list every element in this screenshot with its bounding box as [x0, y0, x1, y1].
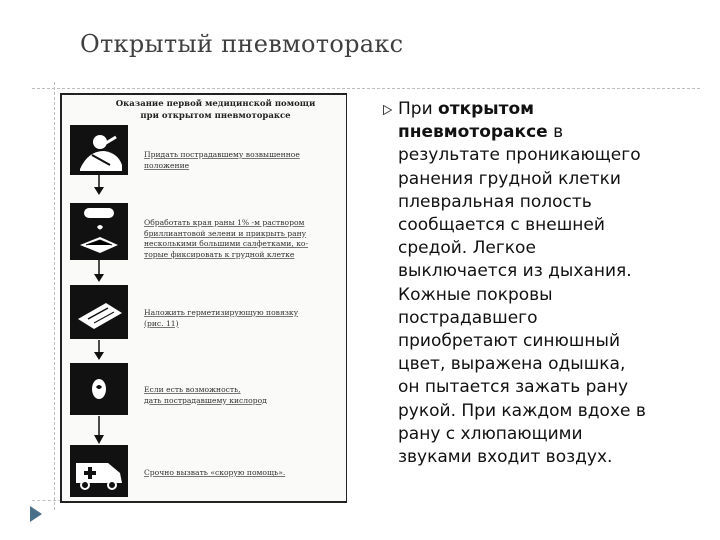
body-text: средой. Легкое [398, 238, 536, 259]
step-text [144, 308, 344, 329]
step-line: Если есть возможность, [144, 385, 241, 394]
slide-title: Открытый пневмоторакс [80, 30, 404, 58]
body-text: цвет, выражена одышка, [398, 354, 626, 375]
flow-arrow-icon [93, 260, 105, 282]
body-text: рану с хлюпающими [398, 423, 583, 444]
step-line: положение [144, 160, 190, 170]
ambulance-icon [70, 445, 128, 497]
body-text: рукой. При каждом вдохе в [398, 400, 646, 421]
step-line: дать пострадавшему кислород [144, 395, 267, 405]
bullet-triangle-icon [383, 105, 392, 115]
body-text: звуками входит воздух. [398, 447, 613, 468]
step-line: Наложить герметизирующую повязку [144, 308, 299, 317]
figure-caption [88, 98, 343, 122]
step-line: несколькими большими салфетками, ко- [144, 239, 309, 248]
body-text: выключается из дыхания. [398, 261, 632, 282]
step-text [144, 218, 344, 260]
title-divider [32, 88, 700, 89]
body-line [398, 353, 698, 376]
step-line: торые фиксировать к грудной клетке [144, 249, 295, 259]
bold-term: пневмотораксе [398, 122, 548, 143]
body-line [398, 284, 698, 307]
body-line [398, 307, 698, 330]
figure-caption-line: при открытом пневмотораксе [140, 111, 291, 121]
figure-caption-line: Оказание первой медицинской помощи [115, 99, 316, 109]
oxygen-icon [70, 363, 128, 415]
body-text: он пытается зажать рану [398, 377, 629, 398]
body-line [398, 260, 698, 283]
step-text [144, 385, 344, 406]
flow-arrow-icon [93, 416, 105, 444]
body-line [398, 400, 698, 423]
body-text: Кожные покровы [398, 284, 553, 305]
body-line [398, 237, 698, 260]
person-lying-icon [70, 125, 128, 175]
step-line: Обработать края раны 1% -м раствором [144, 218, 305, 227]
body-line [398, 423, 698, 446]
body-line [398, 191, 698, 214]
body-line [398, 376, 698, 399]
body-text: плевральная полость [398, 191, 592, 212]
body-text: При [398, 99, 439, 119]
wound-treatment-icon [70, 203, 128, 260]
step-line: Срочно вызвать «скорую помощь». [144, 468, 286, 477]
body-line [398, 214, 698, 237]
body-line [398, 121, 698, 144]
body-line [398, 168, 698, 191]
body-text: результате проникающего [398, 145, 641, 166]
corner-arrow-icon [28, 505, 44, 523]
body-text: пострадавшего [398, 307, 538, 328]
body-line [398, 330, 698, 353]
step-text [144, 150, 344, 171]
step-line: Придать пострадавшему возвышенное [144, 150, 300, 159]
flow-arrow-icon [93, 340, 105, 360]
body-paragraph [398, 98, 698, 469]
bandage-icon [70, 285, 128, 339]
step-line: бриллиантовой зелени и прикрыть рану [144, 228, 307, 238]
body-text: сообщается с внешней [398, 215, 605, 236]
step-line: (рис. 11) [144, 318, 179, 328]
left-guide-line [54, 82, 55, 510]
body-text: ранения грудной клетки [398, 168, 621, 189]
body-text: в [547, 122, 564, 143]
body-text: приобретают синюшный [398, 331, 620, 352]
bold-term: открытом [438, 99, 535, 119]
first-aid-figure [60, 93, 347, 503]
flow-arrow-icon [93, 175, 105, 195]
body-line [398, 446, 698, 469]
step-text [144, 468, 344, 479]
body-line [398, 98, 698, 121]
body-line [398, 144, 698, 167]
